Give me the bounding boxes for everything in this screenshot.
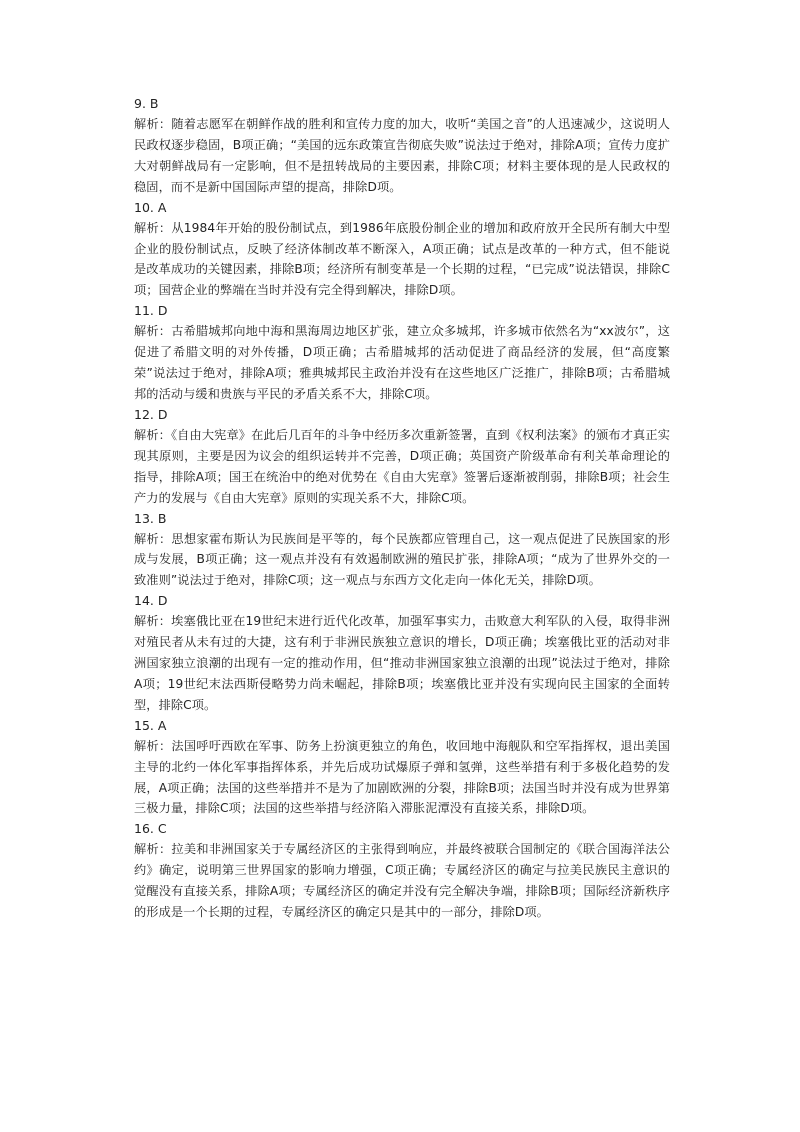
question-number: 15. A — [134, 717, 167, 733]
analysis-text: 解析：埃塞俄比亚在19世纪末进行近代化改革，加强军事实力，击败意大利军队的入侵，取得非洲对殖民者从未有过的大捷，这有利于非洲民族独立意识的增长，D项正确；埃塞俄比亚的活动对非洲国家独立浪潮的出现有一定的推动作用，但“推动非洲国家独立浪潮的出现”说法过于绝对，排除A项；19世纪末法西斯侵略势力尚未崛起，排除B项；埃塞俄比亚并没有实现向民主国家的全面转型，排除C项。 — [134, 614, 670, 712]
analysis-text: 解析：随着志愿军在朝鲜作战的胜利和宣传力度的加大，收听“美国之音”的人迅速减少，这说明人民政权逐步稳固，B项正确；“美国的远东政策宣告彻底失败”说法过于绝对，排除A项；宣传力度扩大对朝鲜战局有一定影响，但不是扭转战局的主要因素，排除C项；材料主要体现的是人民政权的稳固，而不是新中国国际声望的提高，排除D项。 — [134, 117, 670, 194]
answer-analysis-list — [134, 94, 670, 923]
analysis-text: 解析：拉美和非洲国家关于专属经济区的主张得到响应，并最终被联合国制定的《联合国海洋法公约》确定，说明第三世界国家的影响力增强，C项正确；专属经济区的确定与拉美民族民主意识的觉醒没有直接关系，排除A项；专属经济区的确定并没有完全解决争端，排除B项；国际经济新秩序的形成是一个长期的过程，专属经济区的确定只是其中的一部分，排除D项。 — [134, 842, 670, 920]
analysis-text: 解析：《自由大宪章》在此后几百年的斗争中经历多次重新签署，直到《权利法案》的颁布才真正实现其原则，主要是因为议会的组织运转并不完善，D项正确；英国资产阶级革命有利关革命理论的指导，排除A项；国王在统治中的绝对优势在《自由大宪章》签署后逐渐被削弱，排除B项；社会生产力的发展与《自由大宪章》原则的实现关系不大，排除C项。 — [134, 427, 670, 505]
analysis-text: 解析：法国呼吁西欧在军事、防务上扮演更独立的角色，收回地中海舰队和空军指挥权，退出美国主导的北约一体化军事指挥体系，并先后成功试爆原子弹和氢弹，这些举措有利于多极化趋势的发展，A项正确；法国的这些举措并不是为了加剧欧洲的分裂，排除B项；法国当时并没有成为世界第三极力量，排除C项；法国的这些举措与经济陷入滞胀泥潭没有直接关系，排除D项。 — [134, 738, 670, 816]
question-number: 14. D — [134, 593, 168, 609]
question-number: 9. B — [134, 96, 159, 111]
question-number: 11. D — [134, 303, 168, 319]
question-item-14 — [134, 591, 670, 716]
question-item-13 — [134, 509, 670, 592]
question-item-12 — [134, 405, 670, 509]
question-item-9 — [134, 94, 670, 198]
question-item-16 — [134, 819, 670, 923]
question-number: 10. A — [134, 199, 167, 215]
question-number: 12. D — [134, 406, 168, 422]
question-item-10 — [134, 198, 670, 302]
question-number: 16. C — [134, 821, 167, 837]
question-item-11 — [134, 301, 670, 405]
question-item-15 — [134, 716, 670, 820]
analysis-text: 解析：思想家霍布斯认为民族间是平等的，每个民族都应管理自己，这一观点促进了民族国家的形成与发展，B项正确；这一观点并没有有效遏制欧洲的殖民扩张，排除A项；“成为了世界外交的一致准则”说法过于绝对，排除C项；这一观点与东西方文化走向一体化无关，排除D项。 — [134, 531, 670, 588]
question-number: 13. B — [134, 510, 167, 526]
analysis-text: 解析：从1984年开始的股份制试点，到1986年底股份制企业的增加和政府放开全民所有制大中型企业的股份制试点，反映了经济体制改革不断深入，A项正确；试点是改革的一种方式，但不能说是改革成功的关键因素，排除B项；经济所有制变革是一个长期的过程，“已完成”说法错误，排除C项；国营企业的弊端在当时并没有完全得到解决，排除D项。 — [134, 220, 670, 298]
analysis-text: 解析：古希腊城邦向地中海和黑海周边地区扩张，建立众多城邦，许多城市依然名为“xx波尔”，这促进了希腊文明的对外传播，D项正确；古希腊城邦的活动促进了商品经济的发展，但“高度繁荣”说法过于绝对，排除A项；雅典城邦民主政治并没有在这些地区广泛推广，排除B项；古希腊城邦的活动与缓和贵族与平民的矛盾关系不大，排除C项。 — [134, 324, 670, 401]
